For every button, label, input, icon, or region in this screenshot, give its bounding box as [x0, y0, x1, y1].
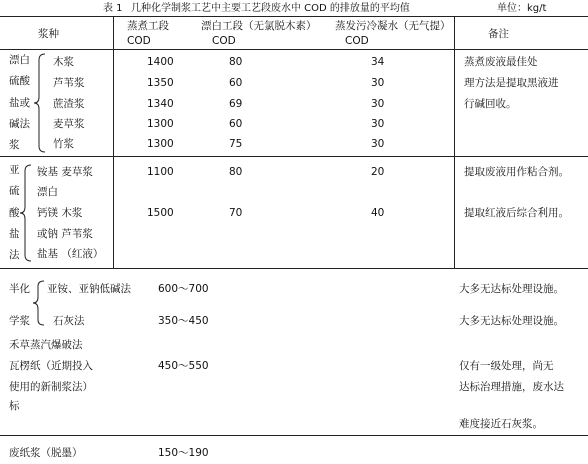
group3-brace — [32, 279, 46, 327]
unit-label: 单位：kg/t — [497, 3, 547, 14]
table-row-name: 芦苇浆 — [53, 77, 85, 89]
table-cell-bleach: 80 — [229, 56, 243, 68]
method-note-line: 仅有一级处理，尚无 — [459, 360, 554, 372]
table-cell-note: 大多无达标处理设施。 — [459, 315, 564, 327]
table-cell-evap: 30 — [371, 77, 385, 89]
group1-label-line: 碱法 — [9, 118, 30, 130]
header-note: 备注 — [488, 28, 509, 40]
group1-label-line: 盐或 — [9, 97, 30, 109]
table-row-name: 竹浆 — [53, 138, 74, 150]
table-cell-note: 提取废液用作粘合剂。 — [464, 166, 569, 178]
method-line: 使用的新制浆法） — [9, 381, 93, 393]
rule-group2 — [0, 268, 588, 269]
table-row-name: 麦草浆 — [53, 118, 85, 130]
table-row-name: 蔗渣浆 — [53, 98, 85, 110]
group2-label-line: 亚 — [9, 164, 20, 176]
group1-label-line: 漂白 — [9, 54, 30, 66]
rule-group1 — [0, 156, 588, 157]
table-row-name: 亚铵、亚钠低碱法 — [47, 283, 131, 295]
table-cell-bleach: 60 — [229, 118, 243, 130]
table-cell-cook: 1500 — [147, 207, 174, 219]
col-divider-pulp — [113, 16, 114, 268]
header-bleach-cod: COD — [212, 35, 236, 47]
header-bleach: 漂白工段（无氯脱木素） — [201, 20, 317, 32]
rule-top — [0, 16, 588, 17]
table-cell-cook: 600～700 — [158, 283, 209, 295]
table-cell-evap: 40 — [371, 207, 385, 219]
group1-label-line: 硫酸 — [9, 75, 30, 87]
rule-header — [0, 49, 588, 50]
group1-brace — [33, 52, 47, 154]
group2-label-line: 酸 — [9, 207, 20, 219]
table-cell-evap: 20 — [371, 166, 385, 178]
table-row-name: 废纸浆（脱墨） — [9, 447, 83, 459]
header-cook: 蒸煮工段 — [127, 20, 169, 32]
group1-label-line: 浆 — [9, 139, 20, 151]
header-evap-cod: COD — [345, 35, 369, 47]
table-row-name: 或钠 芦苇浆 — [37, 228, 93, 240]
table-cell-note: 大多无达标处理设施。 — [459, 283, 564, 295]
header-cook-cod: COD — [127, 35, 151, 47]
group3-label-bottom: 学浆 — [9, 315, 30, 327]
table-cell-evap: 30 — [371, 118, 385, 130]
table-cell-bleach: 75 — [229, 138, 243, 150]
table-row-name: 漂白 — [37, 186, 58, 198]
table-cell-evap: 34 — [371, 56, 385, 68]
table-cell-evap: 30 — [371, 98, 385, 110]
table-title: 几种化学制浆工艺中主要工艺段废水中 COD 的排放量的平均值 — [131, 3, 410, 14]
table-cell-bleach: 70 — [229, 207, 243, 219]
table-cell-cook: 1400 — [147, 56, 174, 68]
table-cell-note: 提取红液后综合利用。 — [464, 207, 569, 219]
table-cell-cook: 1340 — [147, 98, 174, 110]
table-row-name: 盐基 （红液） — [37, 248, 104, 260]
group2-label-line: 硫 — [9, 185, 20, 197]
table-row-name: 石灰法 — [53, 315, 85, 327]
group1-note-line: 行碱回收。 — [464, 98, 517, 110]
table-cell-cook: 1100 — [147, 166, 174, 178]
method-note-line: 达标治理措施，废水达 — [459, 381, 564, 393]
table-cell-bleach: 80 — [229, 166, 243, 178]
table-row-name: 木浆 — [53, 56, 74, 68]
table-cell-bleach: 60 — [229, 77, 243, 89]
group3-label-top: 半化 — [9, 283, 30, 295]
table-cell-cook: 1300 — [147, 138, 174, 150]
group2-label-line: 法 — [9, 249, 20, 261]
group2-brace — [19, 163, 33, 263]
table-cell-cook: 1350 — [147, 77, 174, 89]
method-cook: 450～550 — [158, 360, 209, 372]
group1-note-line: 蒸煮废液最佳处 — [464, 56, 538, 68]
header-evap: 蒸发污冷凝水（无气提） — [335, 20, 451, 32]
method-line: 标 — [9, 400, 20, 412]
table-cell-cook: 150～190 — [158, 447, 209, 459]
col-divider-note — [454, 16, 455, 268]
method-note-line: 难度接近石灰浆。 — [459, 418, 543, 430]
method-line: 禾草蒸汽爆破法 — [9, 339, 83, 351]
table-row-name: 铵基 麦草浆 — [37, 166, 93, 178]
group1-note-line: 理方法是提取黑液进 — [464, 77, 559, 89]
table-cell-cook: 1300 — [147, 118, 174, 130]
rule-group3 — [0, 435, 588, 436]
table-cell-evap: 30 — [371, 138, 385, 150]
table-row-name: 钙镁 木浆 — [37, 207, 83, 219]
table-cell-cook: 350～450 — [158, 315, 209, 327]
header-pulp: 浆种 — [38, 28, 59, 40]
table-label: 表 1 — [103, 3, 123, 14]
group2-label-line: 盐 — [9, 228, 20, 240]
table-cell-bleach: 69 — [229, 98, 243, 110]
method-line: 瓦楞纸（近期投入 — [9, 360, 93, 372]
